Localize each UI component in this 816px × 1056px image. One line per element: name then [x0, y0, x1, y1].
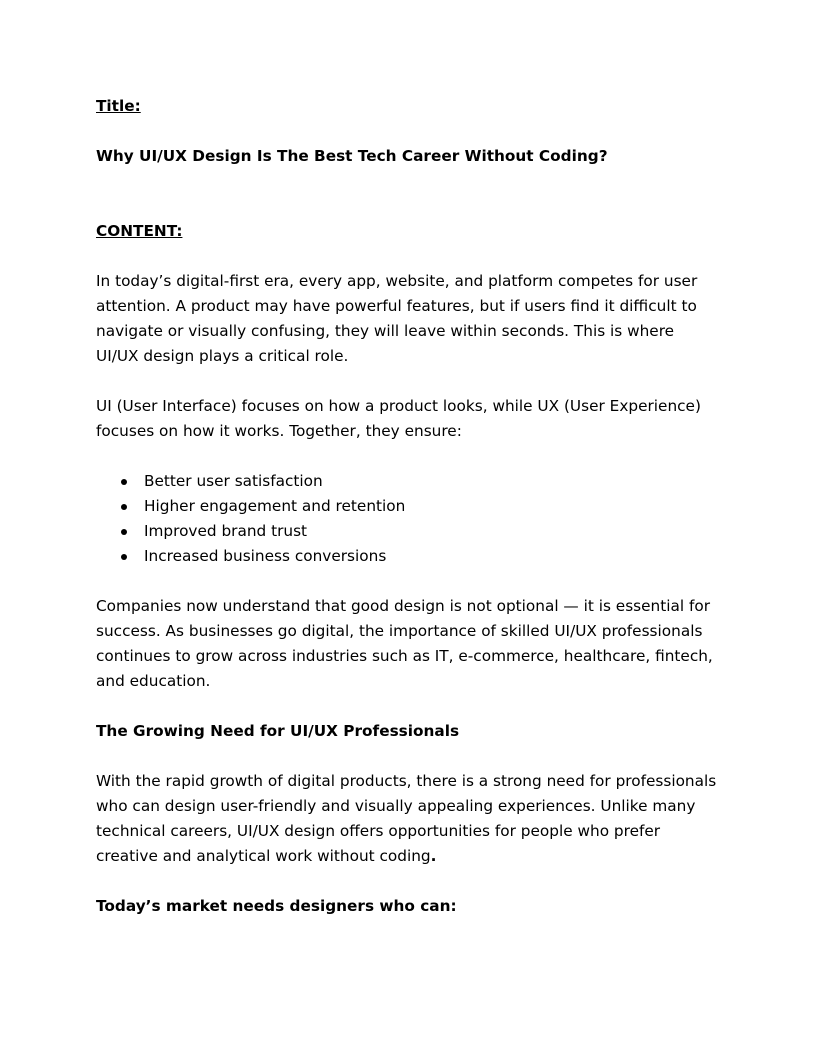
document-page	[96, 94, 720, 919]
benefits-list	[96, 469, 720, 569]
list-item-text: Higher engagement and retention	[144, 497, 406, 515]
spacer	[96, 694, 720, 719]
spacer	[96, 444, 720, 469]
bullet-icon	[121, 529, 127, 535]
intro-paragraph: In today’s digital-first era, every app, website, and platform competes for user attention. A product may have powerful features, but if users find it difficult to navigate or visually confusing, they will leave within seconds. This is where UI/UX design plays a critical role.	[96, 272, 698, 365]
list-item-text: Improved brand trust	[144, 522, 308, 540]
title-label: Title:	[96, 97, 141, 115]
list-item-text: Better user satisfaction	[144, 472, 323, 490]
list-item	[96, 469, 720, 494]
bullet-icon	[121, 504, 127, 510]
list-item	[96, 494, 720, 519]
spacer	[96, 119, 720, 144]
spacer	[96, 369, 720, 394]
bullet-icon	[121, 479, 127, 485]
growth-paragraph-text: With the rapid growth of digital products, there is a strong need for professionals who can design user-friendly and visually appealing experiences. Unlike many technical careers, UI/UX design offers opportunities for people who prefer creative and analytical work without coding	[96, 772, 717, 865]
growth-paragraph	[96, 769, 720, 869]
list-item-text: Increased business conversions	[144, 547, 387, 565]
content-label: CONTENT:	[96, 222, 183, 240]
spacer	[96, 744, 720, 769]
growing-need-heading: The Growing Need for UI/UX Professionals	[96, 722, 460, 740]
spacer	[96, 244, 720, 269]
growth-paragraph-period: .	[430, 847, 437, 865]
list-item	[96, 519, 720, 544]
document-title: Why UI/UX Design Is The Best Tech Career Without Coding?	[96, 147, 608, 165]
companies-paragraph: Companies now understand that good design is not optional — it is essential for success. As businesses go digital, the importance of skilled UI/UX professionals continues to grow across industries such as IT, e-commerce, healthcare, fintech, and education.	[96, 597, 713, 690]
spacer	[96, 869, 720, 894]
spacer	[96, 169, 720, 219]
ui-ux-paragraph: UI (User Interface) focuses on how a product looks, while UX (User Experience) focuses on how it works. Together, they ensure:	[96, 397, 701, 440]
bullet-icon	[121, 554, 127, 560]
list-item	[96, 544, 720, 569]
market-needs-heading: Today’s market needs designers who can:	[96, 897, 457, 915]
spacer	[96, 569, 720, 594]
